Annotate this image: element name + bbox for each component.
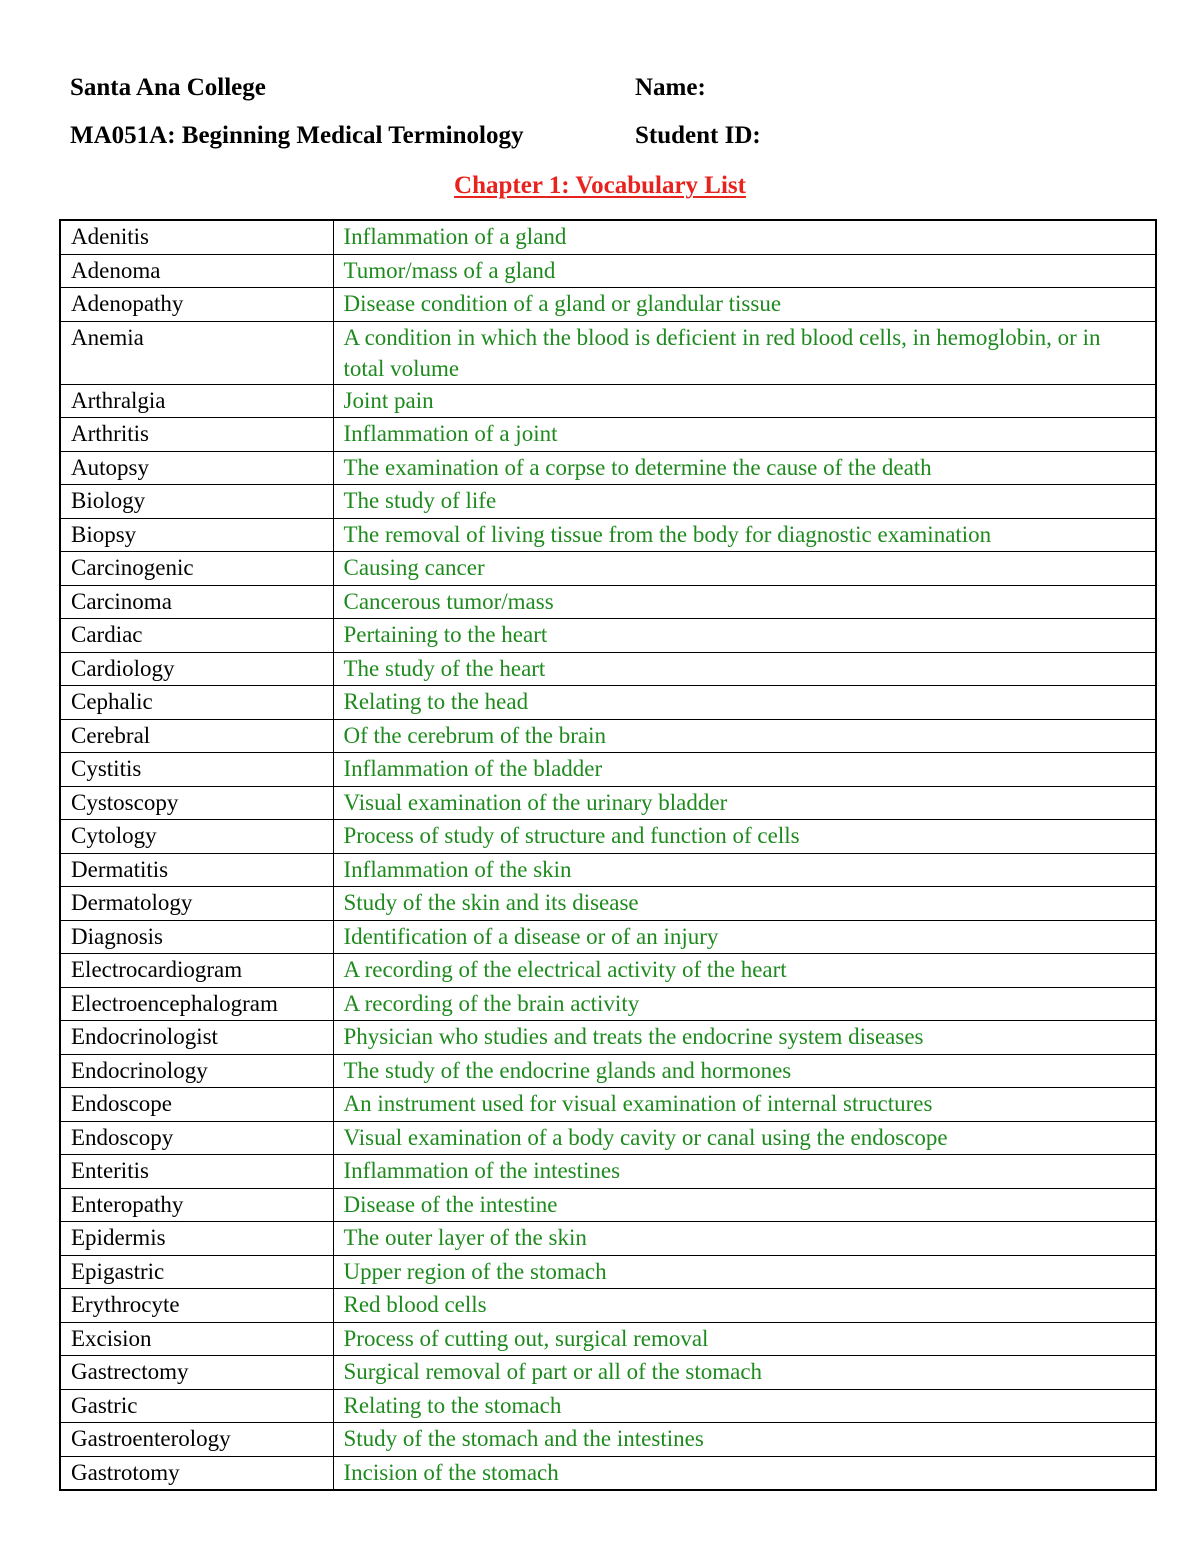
vocab-definition: The study of the heart [333, 652, 1156, 686]
vocab-term: Dermatitis [60, 853, 333, 887]
table-row [60, 1121, 1156, 1155]
vocab-term: Gastroenterology [60, 1423, 333, 1457]
vocab-term: Cerebral [60, 719, 333, 753]
vocab-term: Biology [60, 485, 333, 519]
table-row [60, 451, 1156, 485]
vocab-term: Biopsy [60, 518, 333, 552]
vocab-definition: Physician who studies and treats the endocrine system diseases [333, 1021, 1156, 1055]
vocabulary-table-body [60, 220, 1156, 1490]
vocab-term: Gastrotomy [60, 1456, 333, 1490]
vocab-term: Cardiology [60, 652, 333, 686]
vocab-definition: Cancerous tumor/mass [333, 585, 1156, 619]
vocab-term: Epidermis [60, 1222, 333, 1256]
vocab-term: Autopsy [60, 451, 333, 485]
table-row [60, 485, 1156, 519]
table-row [60, 518, 1156, 552]
vocab-definition: Pertaining to the heart [333, 619, 1156, 653]
table-row [60, 1389, 1156, 1423]
table-row [60, 220, 1156, 254]
vocab-definition: The outer layer of the skin [333, 1222, 1156, 1256]
vocab-term: Erythrocyte [60, 1289, 333, 1323]
table-row [60, 254, 1156, 288]
vocab-definition: Inflammation of a gland [333, 220, 1156, 254]
table-row [60, 1222, 1156, 1256]
vocab-term: Gastric [60, 1389, 333, 1423]
vocab-term: Enteritis [60, 1155, 333, 1189]
vocab-term: Cephalic [60, 686, 333, 720]
table-row [60, 1456, 1156, 1490]
vocab-definition: Causing cancer [333, 552, 1156, 586]
table-row [60, 1088, 1156, 1122]
vocab-term: Cystoscopy [60, 786, 333, 820]
vocab-term: Adenoma [60, 254, 333, 288]
table-row [60, 652, 1156, 686]
table-row [60, 1021, 1156, 1055]
vocab-definition: Process of study of structure and function of cells [333, 820, 1156, 854]
vocab-definition: Red blood cells [333, 1289, 1156, 1323]
vocab-definition: A recording of the electrical activity of the heart [333, 954, 1156, 988]
vocab-definition: Joint pain [333, 384, 1156, 418]
page-title: Chapter 1: Vocabulary List [454, 172, 746, 199]
table-row [60, 686, 1156, 720]
college-name: Santa Ana College [70, 74, 266, 101]
vocab-definition: Visual examination of a body cavity or canal using the endoscope [333, 1121, 1156, 1155]
vocab-term: Excision [60, 1322, 333, 1356]
vocab-definition: Relating to the head [333, 686, 1156, 720]
vocab-definition: Inflammation of a joint [333, 418, 1156, 452]
student-id-label: Student ID: [635, 122, 761, 149]
vocab-definition: The removal of living tissue from the body for diagnostic examination [333, 518, 1156, 552]
vocab-definition: Relating to the stomach [333, 1389, 1156, 1423]
vocab-definition: Disease of the intestine [333, 1188, 1156, 1222]
vocab-term: Epigastric [60, 1255, 333, 1289]
vocab-term: Cardiac [60, 619, 333, 653]
vocab-term: Electroencephalogram [60, 987, 333, 1021]
table-row [60, 987, 1156, 1021]
table-row [60, 1155, 1156, 1189]
vocab-term: Adenopathy [60, 288, 333, 322]
name-label: Name: [635, 74, 706, 101]
vocab-term: Adenitis [60, 220, 333, 254]
vocab-definition: The study of life [333, 485, 1156, 519]
vocab-term: Cystitis [60, 753, 333, 787]
table-row [60, 1255, 1156, 1289]
table-row [60, 887, 1156, 921]
table-row [60, 753, 1156, 787]
vocab-term: Cytology [60, 820, 333, 854]
vocab-term: Endocrinologist [60, 1021, 333, 1055]
vocab-term: Enteropathy [60, 1188, 333, 1222]
vocab-definition: Tumor/mass of a gland [333, 254, 1156, 288]
vocab-term: Carcinoma [60, 585, 333, 619]
table-row [60, 321, 1156, 384]
table-row [60, 954, 1156, 988]
table-row [60, 585, 1156, 619]
vocab-definition: The study of the endocrine glands and hormones [333, 1054, 1156, 1088]
table-row [60, 1289, 1156, 1323]
vocab-definition: Of the cerebrum of the brain [333, 719, 1156, 753]
vocab-term: Endocrinology [60, 1054, 333, 1088]
table-row [60, 1423, 1156, 1457]
vocab-definition: Inflammation of the intestines [333, 1155, 1156, 1189]
vocab-term: Arthralgia [60, 384, 333, 418]
vocabulary-table [59, 219, 1157, 1491]
vocab-definition: An instrument used for visual examination of internal structures [333, 1088, 1156, 1122]
vocab-definition: Study of the skin and its disease [333, 887, 1156, 921]
table-row [60, 288, 1156, 322]
vocab-definition: Process of cutting out, surgical removal [333, 1322, 1156, 1356]
table-row [60, 384, 1156, 418]
vocab-definition: Disease condition of a gland or glandular tissue [333, 288, 1156, 322]
vocab-term: Arthritis [60, 418, 333, 452]
vocab-term: Gastrectomy [60, 1356, 333, 1390]
table-row [60, 920, 1156, 954]
vocab-definition: Inflammation of the bladder [333, 753, 1156, 787]
table-row [60, 1322, 1156, 1356]
vocab-definition: The examination of a corpse to determine the cause of the death [333, 451, 1156, 485]
table-row [60, 619, 1156, 653]
vocab-definition: Study of the stomach and the intestines [333, 1423, 1156, 1457]
vocab-definition: A condition in which the blood is deficient in red blood cells, in hemoglobin, or in total volume [333, 321, 1156, 384]
vocab-definition: A recording of the brain activity [333, 987, 1156, 1021]
vocab-term: Anemia [60, 321, 333, 384]
vocab-term: Electrocardiogram [60, 954, 333, 988]
course-title: MA051A: Beginning Medical Terminology [70, 122, 524, 149]
table-row [60, 786, 1156, 820]
table-row [60, 1054, 1156, 1088]
table-row [60, 552, 1156, 586]
vocab-term: Endoscope [60, 1088, 333, 1122]
table-row [60, 719, 1156, 753]
table-row [60, 853, 1156, 887]
vocab-term: Diagnosis [60, 920, 333, 954]
vocab-term: Carcinogenic [60, 552, 333, 586]
vocab-definition: Upper region of the stomach [333, 1255, 1156, 1289]
vocab-term: Endoscopy [60, 1121, 333, 1155]
vocab-definition: Incision of the stomach [333, 1456, 1156, 1490]
vocab-definition: Visual examination of the urinary bladder [333, 786, 1156, 820]
table-row [60, 418, 1156, 452]
vocab-definition: Surgical removal of part or all of the stomach [333, 1356, 1156, 1390]
table-row [60, 1356, 1156, 1390]
vocab-definition: Inflammation of the skin [333, 853, 1156, 887]
vocab-term: Dermatology [60, 887, 333, 921]
table-row [60, 1188, 1156, 1222]
vocab-definition: Identification of a disease or of an injury [333, 920, 1156, 954]
table-row [60, 820, 1156, 854]
